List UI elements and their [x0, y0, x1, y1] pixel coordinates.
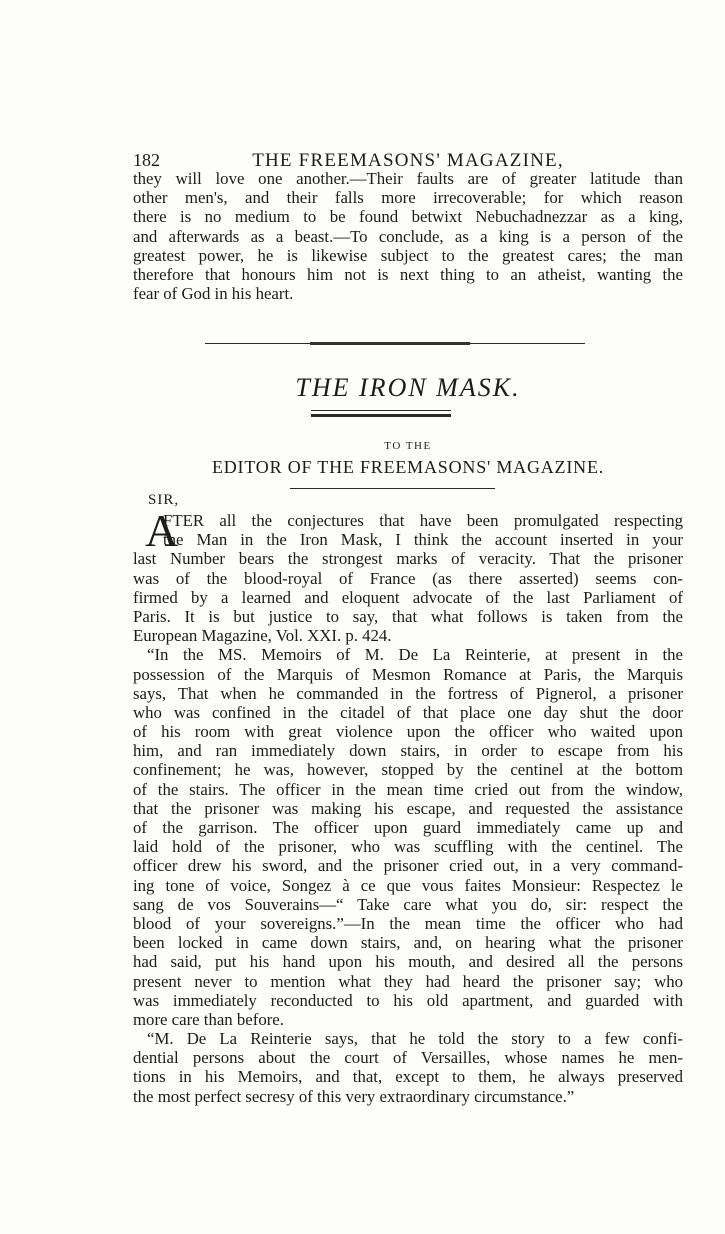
- text-line: of his room with great violence upon the officer who waited upon: [133, 722, 683, 742]
- text-line: last Number bears the strongest marks of veracity. That the prisoner: [133, 549, 683, 569]
- text-line: tions in his Memoirs, and that, except to them, he always preserved: [133, 1067, 683, 1087]
- text-line: blood of your sovereigns.”—In the mean time the officer who had: [133, 913, 683, 933]
- article-title: THE IRON MASK.: [295, 373, 521, 402]
- text-line: the most perfect secresy of this very extraordinary circumstance.”: [133, 1086, 575, 1106]
- text-line: confinement; he was, however, stopped by the centinel at the bottom: [133, 760, 683, 780]
- text-line: says, That when he commanded in the fortress of Pignerol, a prisoner: [133, 683, 683, 703]
- text-line: was of the blood-royal of France (as there asserted) seems con-: [133, 568, 683, 588]
- text-line: possession of the Marquis of Mesmon Romance at Paris, the Marquis: [133, 664, 683, 684]
- title-rule-thick: [311, 414, 451, 417]
- text-line: more care than before.: [133, 1009, 284, 1029]
- letter-body: [133, 505, 683, 1106]
- text-line: dential persons about the court of Versailles, whose names he men-: [133, 1048, 683, 1068]
- text-line: had said, put his hand upon his mouth, and desired all the persons: [133, 952, 683, 972]
- text-line: sang de vos Souverains—“ Take care what you do, sir: respect the: [133, 894, 683, 914]
- text-line: therefore that honours him not is next thing to an atheist, wanting the: [133, 264, 683, 284]
- text-line: present never to mention what they had heard the prisoner say; who: [133, 971, 683, 991]
- text-line: of the stairs. The officer in the mean time cried out from the window,: [133, 779, 683, 799]
- text-line: and afterwards as a beast.—To conclude, as a king is a person of the: [133, 226, 683, 246]
- text-line: there is no medium to be found betwixt Nebuchadnezzar as a king,: [133, 207, 683, 227]
- text-line: fear of God in his heart.: [133, 284, 294, 304]
- text-line: was immediately reconducted to his old apartment, and guarded with: [133, 990, 683, 1010]
- text-line: greatest power, he is likewise subject to the greatest cares; the man: [133, 245, 683, 265]
- text-line: FTER all the conjectures that have been promulgated respecting: [163, 511, 683, 530]
- text-line: “M. De La Reinterie says, that he told the story to a few confi-: [147, 1029, 683, 1049]
- text-line: Paris. It is but justice to say, that what follows is taken from the: [133, 606, 683, 626]
- text-line: European Magazine, Vol. XXI. p. 424.: [133, 626, 392, 646]
- text-line: other men's, and their falls more irrecoverable; for which reason: [133, 188, 683, 208]
- editor-address: EDITOR OF THE FREEMASONS' MAGAZINE.: [211, 457, 605, 477]
- running-title: THE FREEMASONS' MAGAZINE,: [252, 150, 564, 171]
- text-line: of the garrison. The officer upon guard immediately came up and: [133, 818, 683, 837]
- opening-paragraph: [133, 169, 683, 303]
- text-line: ing tone of voice, Songez à ce que vous faites Monsieur: Respectez le: [133, 875, 683, 895]
- text-line: firmed by a learned and eloquent advocate of the last Parliament of: [133, 587, 683, 607]
- address-rule: [290, 488, 495, 489]
- title-rule: [311, 410, 451, 411]
- section-divider-ornament: [310, 342, 470, 345]
- text-line: they will love one another.—Their faults are of greater latitude than: [133, 169, 683, 188]
- text-line: laid hold of the prisoner, who was scuffling with the centinel. The: [133, 837, 683, 857]
- drop-cap: A: [145, 505, 179, 556]
- text-line: him, and ran immediately down stairs, in order to escape from his: [133, 741, 683, 761]
- text-line: been locked in came down stairs, and, on hearing what the prisoner: [133, 933, 683, 953]
- text-line: that the prisoner was making his escape, and requested the assistance: [133, 798, 683, 818]
- text-line: “In the MS. Memoirs of M. De La Reinterie, at present in the: [147, 645, 683, 665]
- page-number: 182: [133, 150, 160, 170]
- to-the-label: TO THE: [384, 440, 432, 452]
- salutation: SIR,: [148, 492, 180, 508]
- text-line: who was confined in the citadel of that place one day shut the door: [133, 702, 683, 722]
- text-line: the Man in the Iron Mask, I think the account inserted in your: [163, 530, 683, 550]
- text-line: officer drew his sword, and the prisoner cried out, in a very command-: [133, 856, 683, 876]
